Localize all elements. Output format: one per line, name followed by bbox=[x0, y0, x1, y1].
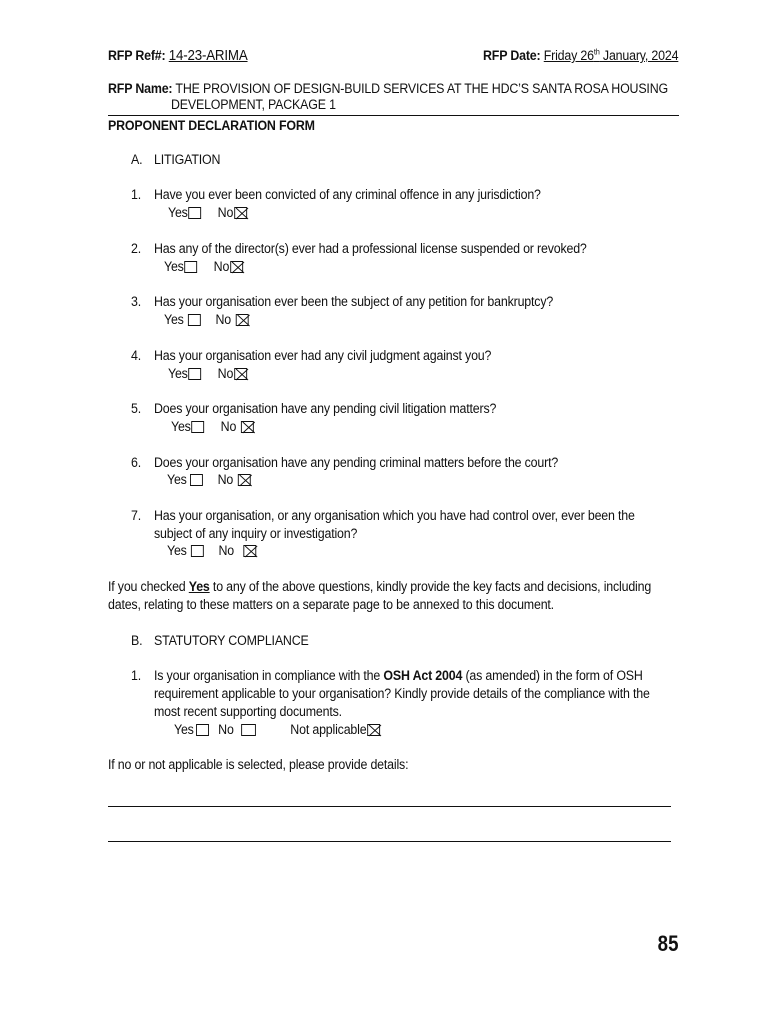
no-label: No bbox=[213, 259, 230, 274]
rfp-name-line1: THE PROVISION OF DESIGN-BUILD SERVICES AT THE HDC’S SANTA ROSA HOUSING bbox=[175, 81, 668, 96]
no-checkbox-checked[interactable] bbox=[234, 207, 247, 219]
page-number: 85 bbox=[657, 931, 678, 956]
no-checkbox-checked[interactable] bbox=[230, 261, 243, 273]
question-text-line2: subject of any inquiry or investigation? bbox=[154, 526, 358, 541]
question-number: 1. bbox=[131, 668, 141, 683]
rfp-ref bbox=[108, 47, 248, 65]
rfp-date-label: RFP Date: bbox=[483, 48, 541, 63]
rfp-name-line2: DEVELOPMENT, PACKAGE 1 bbox=[171, 97, 336, 112]
section-b-title: STATUTORY COMPLIANCE bbox=[154, 633, 309, 648]
no-label: No bbox=[217, 472, 234, 487]
yes-label: Yes bbox=[168, 205, 188, 220]
question-number: 3. bbox=[131, 294, 141, 309]
yes-checkbox[interactable] bbox=[190, 474, 203, 486]
yes-note-line2: dates, relating to these matters on a separate page to be annexed to this document. bbox=[108, 597, 554, 612]
answer-row bbox=[168, 365, 247, 383]
question-number: 7. bbox=[131, 508, 141, 523]
yes-label: Yes bbox=[174, 722, 194, 737]
rfp-ref-label: RFP Ref#: bbox=[108, 48, 166, 63]
yes-label: Yes bbox=[167, 472, 187, 487]
yes-label: Yes bbox=[164, 259, 184, 274]
yes-checkbox[interactable] bbox=[196, 724, 209, 736]
yes-label: Yes bbox=[168, 366, 188, 381]
yes-checkbox[interactable] bbox=[189, 368, 202, 380]
question-text: Does your organisation have any pending civil litigation matters? bbox=[154, 401, 497, 416]
question-text: Does your organisation have any pending criminal matters before the court? bbox=[154, 455, 559, 470]
no-label: No bbox=[217, 205, 234, 220]
osh-question-line2: requirement applicable to your organisation? Kindly provide details of the compliance with the bbox=[154, 686, 650, 701]
details-line-2[interactable] bbox=[108, 841, 671, 842]
details-prompt: If no or not applicable is selected, please provide details: bbox=[108, 757, 409, 772]
no-label: No bbox=[217, 366, 234, 381]
yes-note-line1: If you checked Yes to any of the above questions, kindly provide the key facts and decisions, including bbox=[108, 579, 652, 594]
answer-row bbox=[164, 258, 243, 276]
answer-row bbox=[171, 418, 254, 436]
yes-checkbox[interactable] bbox=[189, 207, 202, 219]
no-checkbox[interactable] bbox=[241, 724, 256, 736]
answer-row bbox=[174, 721, 380, 739]
section-a-title: LITIGATION bbox=[154, 152, 221, 167]
no-checkbox-checked[interactable] bbox=[236, 314, 249, 326]
question-text: Has your organisation ever been the subject of any petition for bankruptcy? bbox=[154, 294, 554, 309]
no-checkbox-checked[interactable] bbox=[238, 474, 251, 486]
no-label: No bbox=[218, 722, 234, 737]
yes-emphasis: Yes bbox=[188, 579, 210, 594]
yes-checkbox[interactable] bbox=[188, 314, 201, 326]
rfp-ref-value: 14-23-ARIMA bbox=[168, 48, 248, 64]
rfp-date-value: Friday 26th January, 2024 bbox=[543, 47, 679, 63]
details-line-1[interactable] bbox=[108, 806, 671, 807]
no-label: No bbox=[215, 312, 232, 327]
osh-question-line3: most recent supporting documents. bbox=[154, 704, 342, 719]
answer-row bbox=[164, 311, 249, 329]
no-checkbox-checked[interactable] bbox=[234, 368, 247, 380]
rfp-name-label: RFP Name: bbox=[108, 81, 173, 96]
question-text: Has any of the director(s) ever had a professional license suspended or revoked? bbox=[154, 241, 587, 256]
header-divider bbox=[108, 115, 679, 116]
question-text: Has your organisation ever had any civil judgment against you? bbox=[154, 348, 492, 363]
osh-question-line1: Is your organisation in compliance with the OSH Act 2004 (as amended) in the form of OSH bbox=[154, 668, 643, 683]
answer-row bbox=[167, 542, 256, 560]
section-a-letter: A. bbox=[131, 152, 143, 167]
section-b-letter: B. bbox=[131, 633, 143, 648]
yes-label: Yes bbox=[171, 419, 191, 434]
not-applicable-checkbox-checked[interactable] bbox=[367, 724, 380, 736]
question-text-line1: Has your organisation, or any organisation which you have had control over, ever been the bbox=[154, 508, 635, 523]
yes-checkbox[interactable] bbox=[192, 421, 205, 433]
no-label: No bbox=[218, 543, 235, 558]
yes-checkbox[interactable] bbox=[191, 545, 204, 557]
form-title: PROPONENT DECLARATION FORM bbox=[108, 118, 315, 133]
no-label: No bbox=[220, 419, 237, 434]
rfp-date bbox=[483, 47, 678, 65]
yes-label: Yes bbox=[167, 543, 187, 558]
answer-row bbox=[168, 204, 247, 222]
answer-row bbox=[167, 471, 251, 489]
question-number: 1. bbox=[131, 187, 141, 202]
yes-checkbox[interactable] bbox=[185, 261, 198, 273]
not-applicable-label: Not applicable bbox=[290, 722, 367, 737]
no-checkbox-checked[interactable] bbox=[243, 545, 256, 557]
question-number: 5. bbox=[131, 401, 141, 416]
osh-act-emphasis: OSH Act 2004 bbox=[383, 668, 463, 683]
question-number: 2. bbox=[131, 241, 141, 256]
question-text: Have you ever been convicted of any criminal offence in any jurisdiction? bbox=[154, 187, 541, 202]
yes-label: Yes bbox=[164, 312, 184, 327]
question-number: 4. bbox=[131, 348, 141, 363]
no-checkbox-checked[interactable] bbox=[241, 421, 254, 433]
question-number: 6. bbox=[131, 455, 141, 470]
